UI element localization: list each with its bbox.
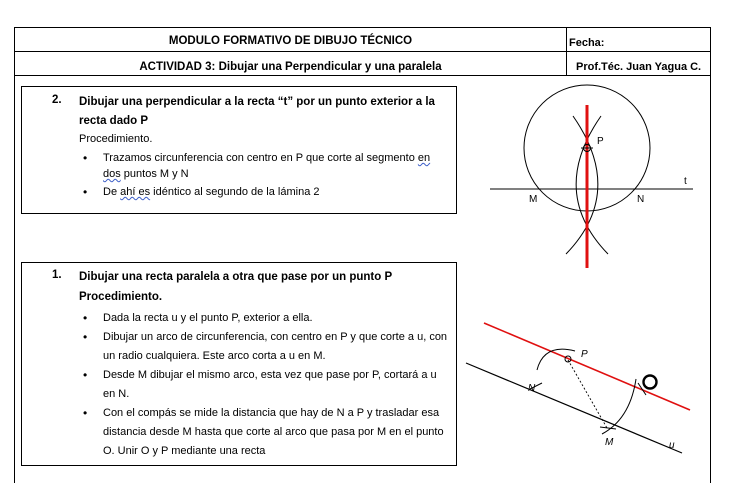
teacher-name: Prof.Téc. Juan Yagua C. bbox=[576, 61, 702, 73]
label-t: t bbox=[684, 176, 687, 187]
label-m: M bbox=[529, 194, 538, 205]
header-right-border bbox=[710, 27, 711, 483]
tick-m bbox=[600, 427, 616, 429]
header-bottom-border bbox=[14, 75, 711, 76]
procedure-label: Procedimiento. bbox=[79, 133, 153, 145]
perpendicular-steps bbox=[79, 150, 449, 200]
label-n: N bbox=[637, 194, 645, 205]
arc-from-m bbox=[566, 116, 598, 254]
label-m: M bbox=[605, 437, 614, 448]
parallel-title: Dibujar una recta paralela a otra que pase por un punto P bbox=[79, 271, 393, 283]
header-left-border bbox=[14, 27, 15, 483]
header-mid-border bbox=[14, 51, 711, 52]
section-number: 1. bbox=[52, 269, 62, 281]
parallel-line bbox=[484, 323, 690, 410]
list-item: • Dada la recta u y el punto P, exterior a ella. bbox=[79, 309, 451, 328]
arc-from-m bbox=[602, 379, 636, 434]
list-item: • De ahí es idéntico al segundo de la lámina 2 bbox=[79, 184, 449, 200]
parallel-steps bbox=[79, 309, 451, 461]
label-p: P bbox=[581, 349, 588, 360]
label-u: u bbox=[669, 440, 675, 451]
list-item: • Trazamos circunferencia con centro en P que corte al segmento en dos puntos M y N bbox=[79, 150, 449, 182]
activity-title: ACTIVIDAD 3: Dibujar una Perpendicular y una paralela bbox=[139, 61, 442, 73]
list-item: • Dibujar un arco de circunferencia, con centro en P y que corte a u, con un radio cualquiera. Este arco corta a u en M. bbox=[79, 328, 451, 366]
label-n: N bbox=[528, 383, 536, 394]
perpendicular-text-box bbox=[21, 86, 457, 214]
list-item: • Desde M dibujar el mismo arco, esta vez que pase por P, cortará a u en N. bbox=[79, 366, 451, 404]
header-top-border bbox=[14, 27, 711, 28]
module-title: MODULO FORMATIVO DE DIBUJO TÉCNICO bbox=[168, 35, 413, 47]
perpendicular-figure bbox=[478, 80, 708, 275]
parallel-figure bbox=[460, 315, 700, 465]
list-item: • Con el compás se mide la distancia que hay de N a P y trasladar esa distancia desde M hasta que corte al arco que pasa por M en el punto O. Unir O y P mediante una recta bbox=[79, 404, 451, 461]
section-number: 2. bbox=[52, 94, 62, 106]
procedure-label: Procedimiento. bbox=[79, 291, 163, 303]
perpendicular-title: Dibujar una perpendicular a la recta “t” por un punto exterior a la recta dado P bbox=[79, 96, 435, 127]
header-divider bbox=[566, 27, 567, 76]
date-label: Fecha: bbox=[569, 37, 605, 49]
construction-line bbox=[568, 360, 607, 428]
point-o-dot bbox=[644, 376, 657, 389]
parallel-text-box bbox=[21, 262, 457, 466]
label-p: P bbox=[597, 136, 604, 147]
